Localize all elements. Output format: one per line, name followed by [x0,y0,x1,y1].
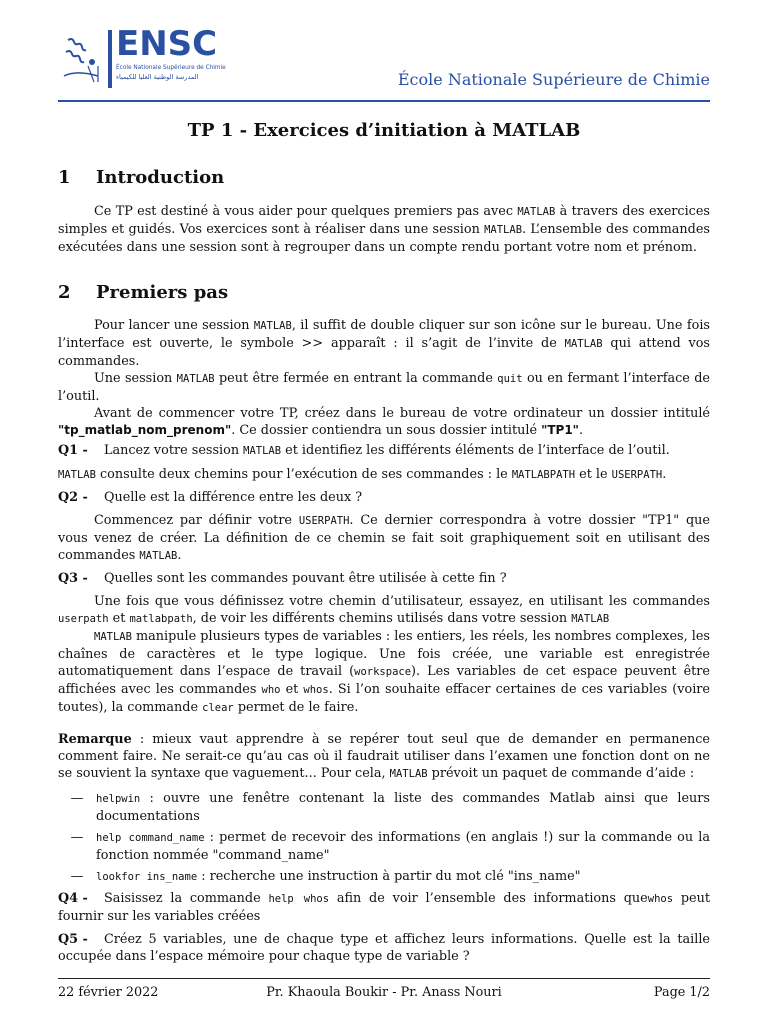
section-premiers-pas-body [58,317,710,965]
logo-divider [108,30,112,88]
school-logo [58,24,226,88]
remark-paragraph: Remarque : mieux vaut apprendre à se repérer tout seul que de demander en permanence comment faire. Ne serait-ce qu’au cas où il faudrait utiliser dans l’examen une fonction dont on ne se souvient la syntaxe que vaguement... Pour cela, MATLAB prévoit un paquet de commande d’aide : [58,732,710,781]
section-premiers-pas-heading: 2 Premiers pas [58,282,229,303]
intro-paragraph: Ce TP est destiné à vous aider pour quelques premiers pas avec MATLAB à travers des exercices simples et guidés. Vos exercices sont à réaliser dans une session MATLAB. L’ensemble des commandes exécutées dans une session sont à regrouper dans un compte rendu portant votre nom et prénom. [58,204,710,255]
ensc-emblem-icon [58,32,110,84]
list-item: — help command_name : permet de recevoir des informations (en anglais !) sur la commande ou la fonction nommée "command_name" [70,830,710,863]
list-item: — helpwin : ouvre une fenêtre contenant la liste des commandes Matlab ainsi que leurs documentations [70,791,710,824]
page-header [58,24,710,104]
question-q4: Q4 - Saisissez la commande help whos afin de voir l’ensemble des informations quewhos peut fournir sur les variables créées [58,891,710,924]
question-q2: Q2 - Quelle est la différence entre les deux ? [58,490,363,505]
section-introduction-heading: 1 Introduction [58,167,225,188]
paragraph-launch: Pour lancer une session MATLAB, il suffit de double cliquer sur son icône sur le bureau. Une fois l’interface est ouverte, le symbole >> apparaît : il s’agit de l’invite de MATLAB qui attend vos commandes. [58,318,710,369]
footer-date: 22 février 2022 [58,985,159,1000]
page-title: TP 1 - Exercices d’initiation à MATLAB [187,120,581,141]
paragraph-folder: Avant de commencer votre TP, créez dans le bureau de votre ordinateur un dossier intitulé "tp_matlab_nom_prenom". Ce dossier contiendra un sous dossier intitulé "TP1". [58,406,710,438]
section-introduction-body [58,203,710,256]
logo-arabic-name: المدرسة الوطنية العليا للكيمياء [116,73,199,81]
footer-page-number: Page 1/2 [653,985,710,1000]
paragraph-variables: MATLAB manipule plusieurs types de variables : les entiers, les réels, les nombres complexes, les chaînes de caractères et le type logique. Une fois créée, une variable est enregistrée automatiquement dans l’espace de travail (workspace). Les variables de cet espace peuvent être affichées avec les commandes who et whos. Si l’on souhaite effacer certaines de ces variables (voire toutes), la commande clear permet de le faire. [58,629,711,715]
school-name: École Nationale Supérieure de Chimie [397,70,710,89]
logo-wordmark: ENSC [116,24,218,64]
paragraph-close: Une session MATLAB peut être fermée en entrant la commande quit ou en fermant l’interface de l’outil. [58,371,710,404]
question-q1: Q1 - Lancez votre session MATLAB et identifiez les différents éléments de l’interface de l’outil. [58,443,670,458]
paragraph-userpath: Commencez par définir votre USERPATH. Ce dernier correspondra à votre dossier "TP1" que vous venez de créer. La définition de ce chemin se fait soit graphiquement soit en utilisant des commandes MATLAB. [58,513,710,563]
question-q5: Q5 - Créez 5 variables, une de chaque type et affichez leurs informations. Quelle est la taille occupée dans l’espace mémoire pour chaque type de variable ? [58,932,710,964]
logo-french-name: École Nationale Supérieure de Chimie [116,65,226,71]
footer-authors: Pr. Khaoula Boukir - Pr. Anass Nouri [266,985,502,1000]
help-commands-list [58,790,710,886]
footer-rule [58,978,710,979]
list-item: — lookfor ins_name : recherche une instruction à partir du mot clé "ins_name" [70,869,581,884]
paragraph-paths: MATLAB consulte deux chemins pour l’exécution de ses commandes : le MATLABPATH et le USERPATH. [58,467,667,482]
question-q3: Q3 - Quelles sont les commandes pouvant être utilisée à cette fin ? [58,571,507,586]
paragraph-check-paths: Une fois que vous définissez votre chemin d’utilisateur, essayez, en utilisant les commandes userpath et matlabpath, de voir les différents chemins utilisés dans votre session MATLAB [58,594,710,626]
header-rule [58,100,710,102]
